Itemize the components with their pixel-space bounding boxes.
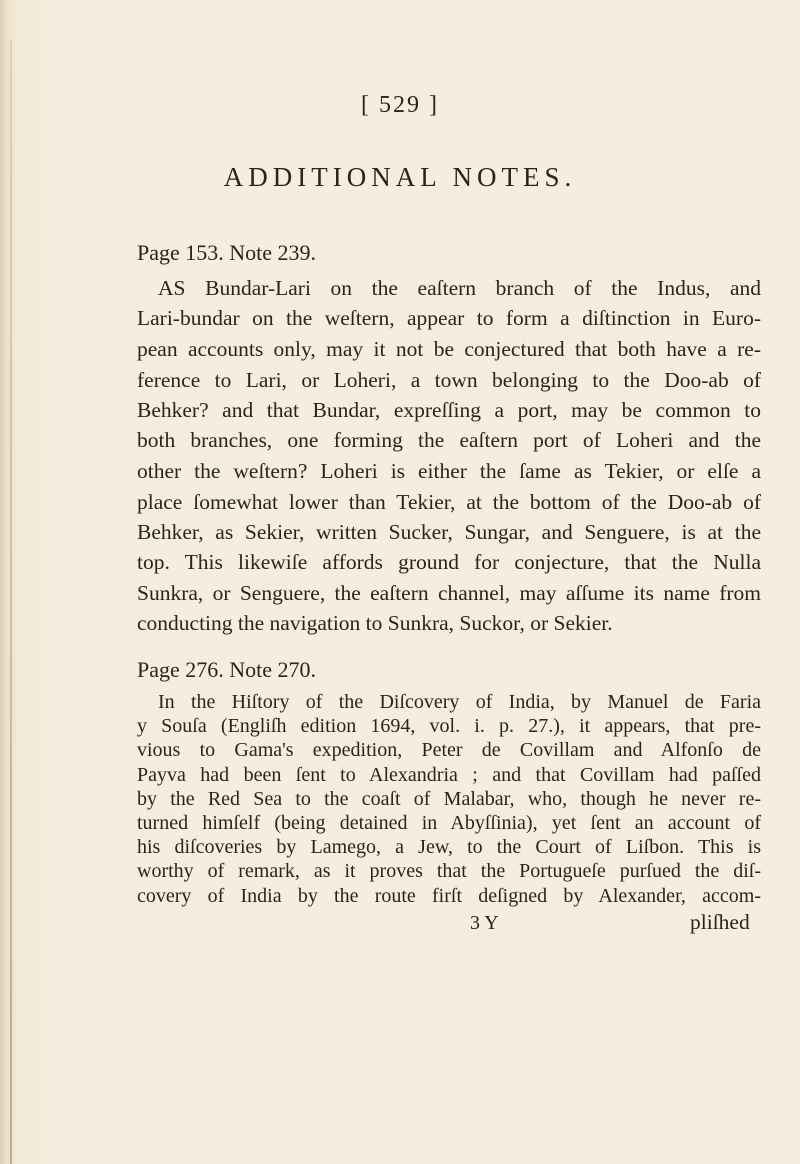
text-line: conducting the navigation to Sunkra, Suckor, or Sekier. xyxy=(137,611,613,635)
section-heading: ADDITIONAL NOTES. xyxy=(223,162,577,192)
text-line: ference to Lari, or Loheri, a town belonging to the Doo-ab of xyxy=(137,368,761,392)
text-line: top. This likewiſe affords ground for conjecture, that the Nulla xyxy=(137,550,761,574)
text-line: his diſcoveries by Lamego, a Jew, to the Court of Liſbon. This is xyxy=(137,836,761,859)
text-line: In the Hiſtory of the Diſcovery of India, by Manuel de Faria xyxy=(158,691,761,713)
text-line: both branches, one forming the eaſtern port of Loheri and the xyxy=(137,428,761,452)
note-reference: Page 276. Note 270. xyxy=(137,657,317,682)
page-number: [ 529 ] xyxy=(361,92,439,118)
text-line: Payva had been ſent to Alexandria ; and that Covillam had paſſed xyxy=(137,763,761,786)
text-line: turned himſelf (being detained in Abyſſinia), yet ſent an account of xyxy=(137,812,761,834)
binding-gutter xyxy=(10,40,12,1164)
text-line: place ſomewhat lower than Tekier, at the bottom of the Doo-ab of xyxy=(137,490,761,514)
text-line: Behker, as Sekier, written Sucker, Sungar, and Senguere, is at the xyxy=(137,520,761,544)
text-line: other the weſtern? Loheri is either the ſame as Tekier, or elſe a xyxy=(137,459,761,483)
text-line: vious to Gama's expedition, Peter de Covillam and Alfonſo de xyxy=(137,739,761,762)
text-line: Sunkra, or Senguere, the eaſtern channel, may aſſume its name from xyxy=(137,581,761,605)
text-line: covery of India by the route firſt deſigned by Alexander, accom- xyxy=(137,884,761,907)
note-reference: Page 153. Note 239. xyxy=(137,240,317,265)
text-line: Lari-bundar on the weſtern, appear to form a diſtinction in Euro- xyxy=(137,306,761,330)
text-line: Behker? and that Bundar, expreſſing a port, may be common to xyxy=(137,398,761,422)
catchword: pliſhed xyxy=(690,909,750,934)
text-line: by the Red Sea to the coaſt of Malabar, who, though he never re- xyxy=(137,787,761,810)
signature-mark: 3 Y xyxy=(470,911,499,934)
text-line: worthy of remark, as it proves that the Portugueſe purſued the diſ- xyxy=(137,860,761,883)
text-line: y Souſa (Engliſh edition 1694, vol. i. p. 27.), it appears, that pre- xyxy=(137,715,761,738)
text-line: AS Bundar-Lari on the eaſtern branch of the Indus, and xyxy=(158,276,761,300)
text-line: pean accounts only, may it not be conjectured that both have a re- xyxy=(137,337,761,361)
